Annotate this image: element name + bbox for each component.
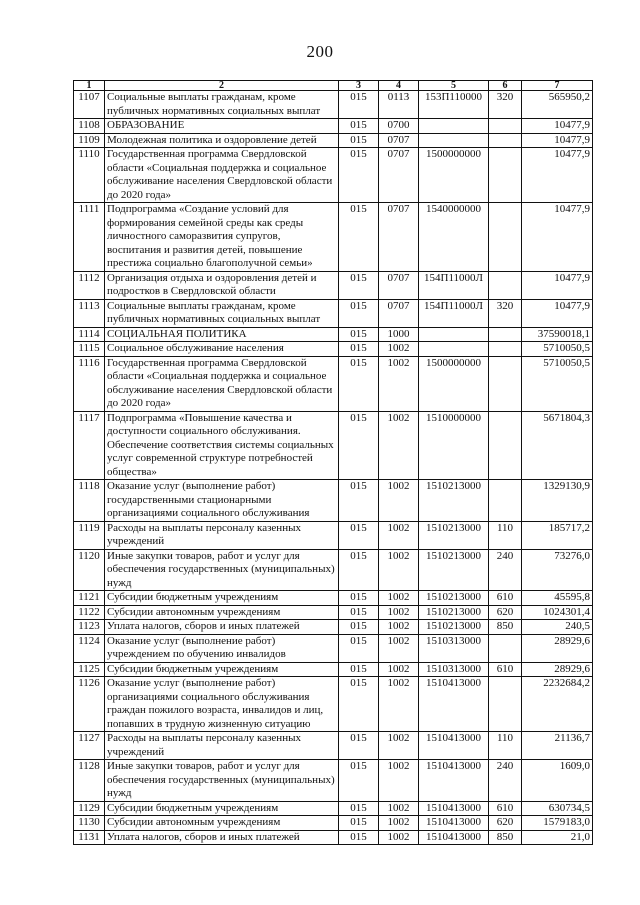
cell-amount: 10477,9: [522, 203, 593, 272]
row-number: 1126: [74, 677, 105, 732]
row-number: 1117: [74, 411, 105, 480]
cell-code-5: 1510000000: [419, 411, 489, 480]
row-name: Оказание услуг (выполнение работ) государственными стационарными организациями социального обслуживания: [105, 480, 339, 522]
row-number: 1120: [74, 549, 105, 591]
cell-code-4: 1002: [379, 801, 419, 816]
row-name: Социальное обслуживание населения: [105, 342, 339, 357]
cell-code-5: 1510413000: [419, 760, 489, 802]
row-number: 1128: [74, 760, 105, 802]
cell-code-4: 1002: [379, 605, 419, 620]
cell-code-4: 1002: [379, 591, 419, 606]
cell-code-5: 153П110000: [419, 91, 489, 119]
cell-code-6: [489, 133, 522, 148]
cell-code-5: 1510213000: [419, 620, 489, 635]
cell-code-5: 1510413000: [419, 816, 489, 831]
page-number: 200: [306, 42, 334, 61]
cell-code-5: 1510213000: [419, 480, 489, 522]
cell-code-6: 110: [489, 521, 522, 549]
cell-code-3: 015: [339, 732, 379, 760]
table-row: [74, 411, 593, 480]
cell-code-6: 610: [489, 662, 522, 677]
cell-code-3: 015: [339, 605, 379, 620]
cell-amount: 21,0: [522, 830, 593, 845]
table-row: [74, 732, 593, 760]
row-number: 1111: [74, 203, 105, 272]
cell-code-4: 1002: [379, 662, 419, 677]
cell-code-4: 1002: [379, 549, 419, 591]
table-row: [74, 91, 593, 119]
cell-code-4: 0113: [379, 91, 419, 119]
row-name: Подпрограмма «Повышение качества и доступности социального обслуживания. Обеспечение соответствия системы социальных услуг современной структуре потребностей общества»: [105, 411, 339, 480]
cell-code-3: 015: [339, 816, 379, 831]
cell-code-5: 1500000000: [419, 148, 489, 203]
cell-code-5: 1500000000: [419, 356, 489, 411]
cell-code-4: 1002: [379, 830, 419, 845]
cell-code-3: 015: [339, 411, 379, 480]
table-row: [74, 605, 593, 620]
row-number: 1107: [74, 91, 105, 119]
cell-code-6: [489, 356, 522, 411]
table-row: [74, 299, 593, 327]
table-row: [74, 271, 593, 299]
column-header: 7: [522, 81, 593, 91]
cell-code-4: 0707: [379, 299, 419, 327]
cell-amount: 2232684,2: [522, 677, 593, 732]
cell-code-6: [489, 480, 522, 522]
cell-code-5: 1510213000: [419, 521, 489, 549]
row-name: Уплата налогов, сборов и иных платежей: [105, 620, 339, 635]
cell-code-4: 0707: [379, 203, 419, 272]
row-number: 1116: [74, 356, 105, 411]
cell-code-6: 320: [489, 299, 522, 327]
cell-code-5: 1510213000: [419, 549, 489, 591]
cell-amount: 5710050,5: [522, 356, 593, 411]
cell-code-5: 1510313000: [419, 634, 489, 662]
cell-code-5: 1510413000: [419, 801, 489, 816]
cell-code-3: 015: [339, 148, 379, 203]
cell-amount: 10477,9: [522, 271, 593, 299]
row-number: 1108: [74, 119, 105, 134]
cell-code-5: 1510413000: [419, 830, 489, 845]
row-number: 1125: [74, 662, 105, 677]
column-header: 2: [105, 81, 339, 91]
cell-amount: 1024301,4: [522, 605, 593, 620]
column-header: 6: [489, 81, 522, 91]
cell-amount: 45595,8: [522, 591, 593, 606]
column-header: 3: [339, 81, 379, 91]
column-header: 1: [74, 81, 105, 91]
row-name: Оказание услуг (выполнение работ) организациями социального обслуживания граждан пожилого возраста, инвалидов и лиц, попавших в трудную жизненную ситуацию: [105, 677, 339, 732]
cell-code-5: 154П11000Л: [419, 271, 489, 299]
table-row: [74, 634, 593, 662]
row-name: ОБРАЗОВАНИЕ: [105, 119, 339, 134]
table-row: [74, 830, 593, 845]
row-name: Субсидии бюджетным учреждениям: [105, 662, 339, 677]
column-header: 5: [419, 81, 489, 91]
cell-code-4: 0707: [379, 133, 419, 148]
cell-code-5: 1510313000: [419, 662, 489, 677]
cell-code-5: 1510413000: [419, 677, 489, 732]
cell-code-5: [419, 119, 489, 134]
cell-code-5: [419, 327, 489, 342]
row-number: 1112: [74, 271, 105, 299]
row-number: 1110: [74, 148, 105, 203]
table-row: [74, 342, 593, 357]
cell-code-4: 1002: [379, 480, 419, 522]
table-row: [74, 133, 593, 148]
table-row: [74, 591, 593, 606]
cell-code-3: 015: [339, 760, 379, 802]
cell-code-4: 1002: [379, 620, 419, 635]
row-name: СОЦИАЛЬНАЯ ПОЛИТИКА: [105, 327, 339, 342]
cell-code-6: [489, 411, 522, 480]
cell-code-4: 1002: [379, 816, 419, 831]
table-row: [74, 760, 593, 802]
row-number: 1109: [74, 133, 105, 148]
cell-code-3: 015: [339, 342, 379, 357]
cell-code-3: 015: [339, 119, 379, 134]
cell-code-4: 0707: [379, 271, 419, 299]
row-number: 1119: [74, 521, 105, 549]
row-number: 1113: [74, 299, 105, 327]
cell-code-6: 610: [489, 591, 522, 606]
cell-code-3: 015: [339, 591, 379, 606]
cell-code-6: 240: [489, 760, 522, 802]
table-row: [74, 549, 593, 591]
cell-code-4: 1002: [379, 411, 419, 480]
cell-code-3: 015: [339, 521, 379, 549]
row-name: Субсидии автономным учреждениям: [105, 605, 339, 620]
cell-amount: 37590018,1: [522, 327, 593, 342]
row-number: 1124: [74, 634, 105, 662]
row-name: Субсидии бюджетным учреждениям: [105, 801, 339, 816]
cell-code-6: [489, 203, 522, 272]
cell-amount: 28929,6: [522, 634, 593, 662]
cell-code-5: 1540000000: [419, 203, 489, 272]
cell-code-5: [419, 342, 489, 357]
cell-code-6: 850: [489, 620, 522, 635]
table-row: [74, 677, 593, 732]
cell-code-4: 1002: [379, 634, 419, 662]
row-number: 1118: [74, 480, 105, 522]
cell-amount: 1579183,0: [522, 816, 593, 831]
cell-code-6: 110: [489, 732, 522, 760]
table-body: [74, 91, 593, 845]
cell-code-3: 015: [339, 620, 379, 635]
cell-code-6: 620: [489, 605, 522, 620]
table-row: [74, 327, 593, 342]
cell-code-3: 015: [339, 801, 379, 816]
table-row: [74, 148, 593, 203]
cell-amount: 10477,9: [522, 119, 593, 134]
cell-code-6: 240: [489, 549, 522, 591]
cell-amount: 565950,2: [522, 91, 593, 119]
row-number: 1129: [74, 801, 105, 816]
cell-code-6: [489, 342, 522, 357]
row-name: Оказание услуг (выполнение работ) учреждением по обучению инвалидов: [105, 634, 339, 662]
cell-code-4: 1002: [379, 760, 419, 802]
table-row: [74, 521, 593, 549]
cell-code-6: 610: [489, 801, 522, 816]
cell-amount: 5671804,3: [522, 411, 593, 480]
row-number: 1130: [74, 816, 105, 831]
cell-code-3: 015: [339, 830, 379, 845]
row-name: Государственная программа Свердловской области «Социальная поддержка и социальное обслуживание населения Свердловской области до 2020 года»: [105, 356, 339, 411]
cell-amount: 28929,6: [522, 662, 593, 677]
cell-code-5: 1510213000: [419, 591, 489, 606]
table-row: [74, 620, 593, 635]
cell-amount: 240,5: [522, 620, 593, 635]
cell-code-6: 850: [489, 830, 522, 845]
cell-amount: 185717,2: [522, 521, 593, 549]
row-number: 1131: [74, 830, 105, 845]
cell-code-3: 015: [339, 677, 379, 732]
row-name: Расходы на выплаты персоналу казенных учреждений: [105, 521, 339, 549]
row-number: 1115: [74, 342, 105, 357]
cell-amount: 10477,9: [522, 148, 593, 203]
cell-code-5: [419, 133, 489, 148]
cell-amount: 630734,5: [522, 801, 593, 816]
cell-code-4: 1002: [379, 677, 419, 732]
row-name: Уплата налогов, сборов и иных платежей: [105, 830, 339, 845]
cell-amount: 10477,9: [522, 299, 593, 327]
cell-code-4: 1002: [379, 356, 419, 411]
row-name: Иные закупки товаров, работ и услуг для обеспечения государственных (муниципальных) нужд: [105, 549, 339, 591]
table-row: [74, 119, 593, 134]
cell-code-6: [489, 119, 522, 134]
row-number: 1122: [74, 605, 105, 620]
cell-amount: 10477,9: [522, 133, 593, 148]
cell-code-4: 1002: [379, 342, 419, 357]
table-row: [74, 203, 593, 272]
cell-code-6: [489, 271, 522, 299]
cell-code-4: 0707: [379, 148, 419, 203]
row-name: Субсидии бюджетным учреждениям: [105, 591, 339, 606]
cell-code-5: 154П11000Л: [419, 299, 489, 327]
cell-code-4: 0700: [379, 119, 419, 134]
cell-code-6: [489, 677, 522, 732]
cell-amount: 1609,0: [522, 760, 593, 802]
cell-code-3: 015: [339, 203, 379, 272]
table-row: [74, 801, 593, 816]
row-number: 1121: [74, 591, 105, 606]
budget-table: [73, 80, 593, 845]
cell-code-3: 015: [339, 480, 379, 522]
row-name: Государственная программа Свердловской области «Социальная поддержка и социальное обслуживание населения Свердловской области до 2020 года»: [105, 148, 339, 203]
cell-code-6: [489, 634, 522, 662]
column-header: 4: [379, 81, 419, 91]
cell-code-3: 015: [339, 327, 379, 342]
cell-code-5: 1510413000: [419, 732, 489, 760]
cell-code-3: 015: [339, 133, 379, 148]
cell-code-3: 015: [339, 634, 379, 662]
cell-amount: 5710050,5: [522, 342, 593, 357]
row-name: Организация отдыха и оздоровления детей и подростков в Свердловской области: [105, 271, 339, 299]
cell-code-3: 015: [339, 356, 379, 411]
cell-code-3: 015: [339, 299, 379, 327]
row-name: Социальные выплаты гражданам, кроме публичных нормативных социальных выплат: [105, 299, 339, 327]
row-number: 1114: [74, 327, 105, 342]
table-row: [74, 816, 593, 831]
table-row: [74, 662, 593, 677]
row-name: Иные закупки товаров, работ и услуг для обеспечения государственных (муниципальных) нужд: [105, 760, 339, 802]
cell-code-6: [489, 327, 522, 342]
cell-amount: 73276,0: [522, 549, 593, 591]
cell-amount: 21136,7: [522, 732, 593, 760]
cell-code-6: [489, 148, 522, 203]
row-name: Подпрограмма «Создание условий для формирования семейной среды как среды личностного саморазвития супругов, воспитания и развития детей, повышение престижа социально благополучной семьи»: [105, 203, 339, 272]
row-name: Социальные выплаты гражданам, кроме публичных нормативных социальных выплат: [105, 91, 339, 119]
cell-code-6: 620: [489, 816, 522, 831]
cell-code-3: 015: [339, 271, 379, 299]
row-name: Расходы на выплаты персоналу казенных учреждений: [105, 732, 339, 760]
cell-code-4: 1002: [379, 521, 419, 549]
table-row: [74, 480, 593, 522]
cell-code-3: 015: [339, 662, 379, 677]
table-header-row: [74, 81, 593, 91]
cell-code-4: 1000: [379, 327, 419, 342]
row-number: 1127: [74, 732, 105, 760]
cell-amount: 1329130,9: [522, 480, 593, 522]
table-row: [74, 356, 593, 411]
cell-code-3: 015: [339, 91, 379, 119]
row-name: Молодежная политика и оздоровление детей: [105, 133, 339, 148]
row-name: Субсидии автономным учреждениям: [105, 816, 339, 831]
cell-code-4: 1002: [379, 732, 419, 760]
cell-code-3: 015: [339, 549, 379, 591]
cell-code-5: 1510213000: [419, 605, 489, 620]
row-number: 1123: [74, 620, 105, 635]
cell-code-6: 320: [489, 91, 522, 119]
